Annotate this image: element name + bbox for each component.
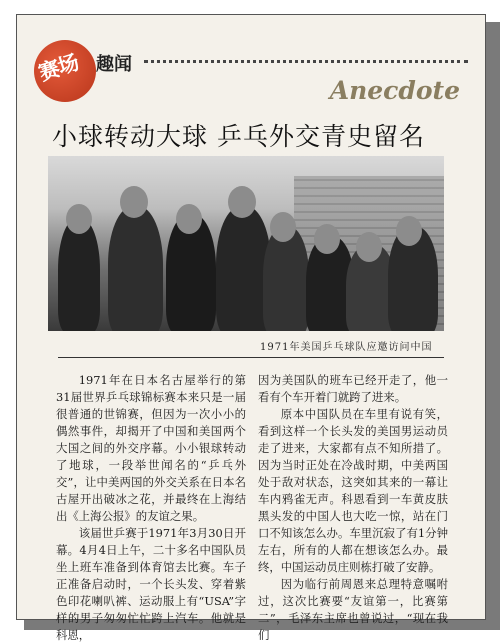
section-label: Anecdote [329, 76, 460, 105]
person-head [228, 186, 256, 218]
article-photo [48, 156, 444, 331]
person-silhouette [58, 218, 100, 331]
dotted-divider [144, 60, 468, 63]
person-head [356, 232, 382, 262]
person-head [396, 216, 422, 246]
paragraph: 因为临行前周恩来总理特意嘱咐过，这次比赛要“友谊第一，比赛第二”，毛泽东主席也曾说过，“现在我们 [258, 577, 448, 642]
person-head [176, 204, 202, 234]
person-head [314, 224, 340, 254]
paragraph: 1971年在日本名古屋举行的第31届世界乒乓球锦标赛本来只是一届很普通的世锦赛，但因为一次小小的偶然事件，却揭开了中国和美国两个大国之间的外交序幕。小小银球转动了地球，一段举世闻名的“乒乓外交”，让中美两国的外交关系在日本名古屋开出破冰之花，并最终在上海结出《上海公报》的友谊之果。 [56, 373, 246, 523]
person-head [270, 212, 296, 242]
article-headline: 小球转动大球 乒乓外交青史留名 [52, 122, 425, 151]
paragraph: 因为美国队的班车已经开走了，他一看有个车开着门就跨了进来。 [258, 373, 448, 404]
article-column-1 [56, 372, 246, 644]
person-head [120, 186, 148, 218]
paragraph: 该届世乒赛于1971年3月30日开幕。4月4日上午，二十多名中国队员坐上班车准备到体育馆去比赛。车子正准备启动时，一个长头发、穿着紫色印花喇叭裤、运动服上有“USA”字样的男子匆匆忙忙跨上汽车。他就是科恩， [56, 526, 246, 642]
article-column-2 [258, 372, 448, 644]
person-silhouette [108, 206, 163, 331]
photo-caption: 1971年美国乒乓球队应邀访问中国 [260, 342, 433, 353]
caption-rule [58, 357, 444, 358]
section-name: 趣闻 [96, 54, 132, 75]
person-head [66, 204, 92, 234]
paragraph: 原本中国队员在车里有说有笑，看到这样一个长头发的美国男运动员走了进来，大家都有点不知所措了。因为当时正处在冷战时期，中美两国处于敌对状态，这突如其来的一幕让车内鸦雀无声。科恩看到一车黄皮肤黑头发的中国人也大吃一惊，站在门口不知该怎么办。车里沉寂了有1分钟左右，所有的人都在想该怎么办。最终，中国运动员庄则栋打破了安静。 [258, 407, 448, 574]
person-silhouette [263, 226, 309, 331]
section-badge-text: 赛场 [35, 50, 82, 86]
